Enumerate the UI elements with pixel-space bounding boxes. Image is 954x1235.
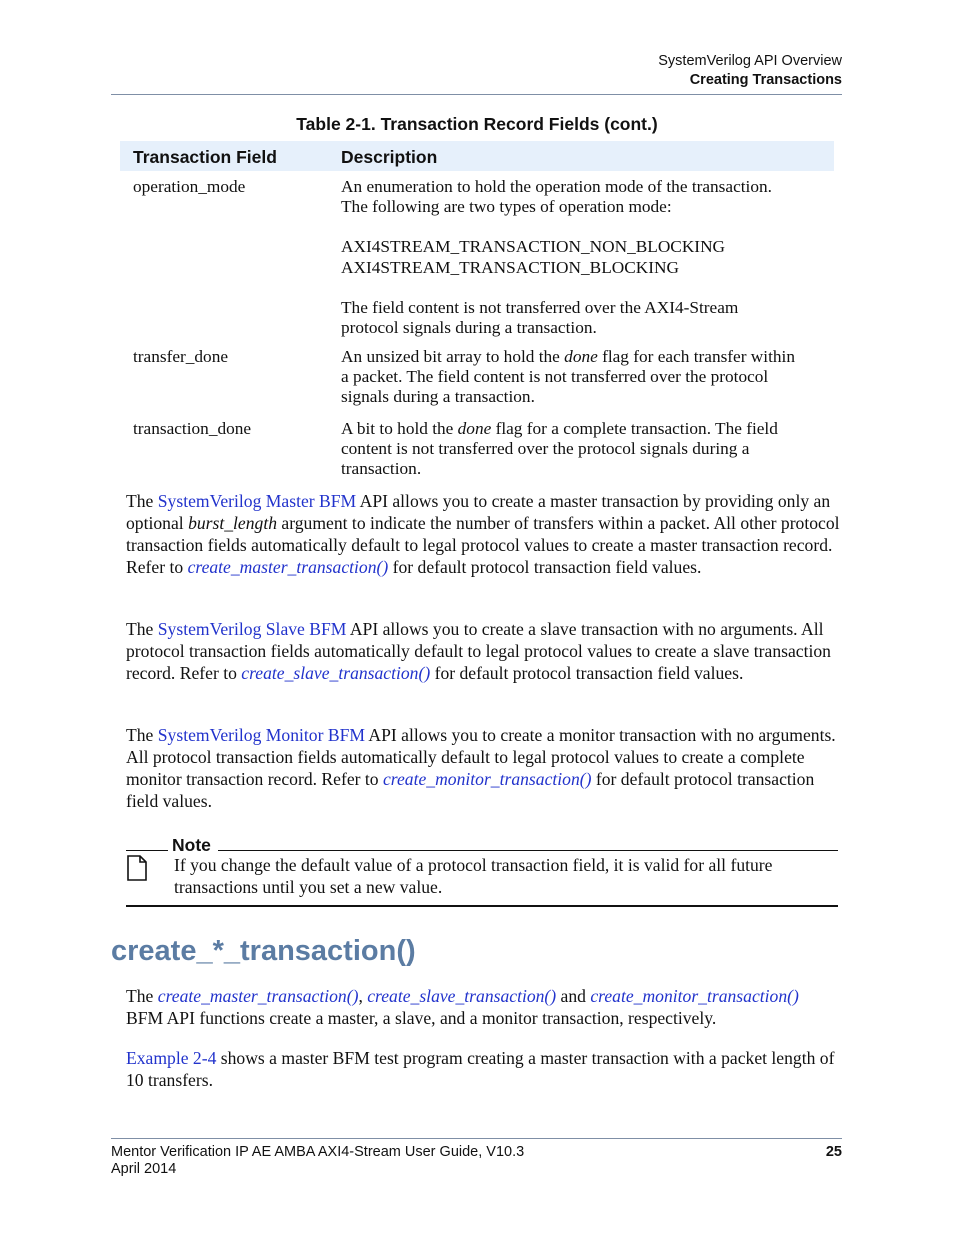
running-header-subsection: Creating Transactions [689,72,842,88]
table-header-field: Transaction Field [133,147,277,167]
table-header-description: Description [341,147,438,167]
desc-line: a packet. The field content is not transferred over the protocol [341,367,769,387]
desc-line: transaction. [341,459,422,479]
link-example-2-4[interactable]: Example 2-4 [126,1048,217,1068]
table-cell-field: transfer_done [133,347,229,366]
footer-page-number: 25 [825,1144,842,1160]
desc-line: An unsized bit array to hold the done flag for each transfer within [341,347,795,366]
link-create-master-transaction[interactable]: create_master_transaction() [187,557,389,577]
paragraph-bfm-functions: The create_master_transaction(), create_slave_transaction() and create_monitor_transaction() BFM API functions create a master, a slave, and a monitor transaction, respectively. [126,986,799,1028]
link-create-monitor-transaction[interactable]: create_monitor_transaction() [382,769,592,789]
link-create-monitor-transaction[interactable]: create_monitor_transaction() [590,986,799,1006]
note-rule-left [126,850,168,851]
desc-line: content is not transferred over the protocol signals during a [341,439,750,459]
note-icon [127,855,147,881]
paragraph-master-bfm: The SystemVerilog Master BFM API allows you to create a master transaction by providing only an optional burst_length argument to indicate the number of transfers within a packet. All other protocol transaction fields automatically default to legal protocol values to create a master transaction record. Refer to create_master_transaction() for default protocol transaction field values. [126,491,840,577]
desc-line: The following are two types of operation mode: [341,197,672,217]
section-heading: create_*_transaction() [111,935,416,967]
table-cell-description [341,419,833,480]
link-create-slave-transaction[interactable]: create_slave_transaction() [241,663,431,683]
header-rule [111,94,842,95]
table-cell-description [341,177,833,338]
table-cell-description [341,347,833,408]
footer-rule [111,1138,842,1139]
footer-doc-title: Mentor Verification IP AE AMBA AXI4-Stream User Guide, V10.3 [111,1144,525,1160]
paragraph-monitor-bfm: The SystemVerilog Monitor BFM API allows you to create a monitor transaction with no arguments. All protocol transaction fields automatically default to legal protocol values to create a complete monitor transaction record. Refer to create_monitor_transaction() for default protocol transaction field values. [126,725,836,811]
note-text: If you change the default value of a protocol transaction field, it is valid for all future transactions until you set a new value. [174,855,773,897]
desc-line: signals during a transaction. [341,387,535,407]
desc-line: AXI4STREAM_TRANSACTION_BLOCKING [341,257,679,277]
desc-line: The field content is not transferred over the AXI4-Stream [341,297,739,317]
table-cell-field: transaction_done [133,419,252,438]
note-label: Note [172,835,211,855]
table-caption: Table 2-1. Transaction Record Fields (cont.) [296,114,658,134]
table-header-row [120,141,834,171]
note-rule-right [218,850,838,851]
note-rule-bottom [126,905,838,907]
table-cell-field: operation_mode [133,177,246,196]
link-systemverilog-monitor-bfm[interactable]: SystemVerilog Monitor BFM [157,725,365,745]
footer-date: April 2014 [111,1161,177,1177]
desc-line: An enumeration to hold the operation mode of the transaction. [341,177,772,196]
paragraph-example: Example 2-4 shows a master BFM test program creating a master transaction with a packet length of 10 transfers. [126,1048,835,1090]
link-systemverilog-master-bfm[interactable]: SystemVerilog Master BFM [157,491,357,511]
desc-line: protocol signals during a transaction. [341,318,597,338]
desc-line: AXI4STREAM_TRANSACTION_NON_BLOCKING [341,237,726,257]
link-systemverilog-slave-bfm[interactable]: SystemVerilog Slave BFM [157,619,347,639]
desc-line: A bit to hold the done flag for a complete transaction. The field [341,419,778,438]
link-create-slave-transaction[interactable]: create_slave_transaction() [367,986,557,1006]
paragraph-slave-bfm: The SystemVerilog Slave BFM API allows you to create a slave transaction with no arguments. All protocol transaction fields automatically default to legal protocol values to create a slave transaction record. Refer to create_slave_transaction() for default protocol transaction field values. [126,619,831,683]
running-header-section: SystemVerilog API Overview [658,53,842,69]
link-create-master-transaction[interactable]: create_master_transaction() [157,986,359,1006]
